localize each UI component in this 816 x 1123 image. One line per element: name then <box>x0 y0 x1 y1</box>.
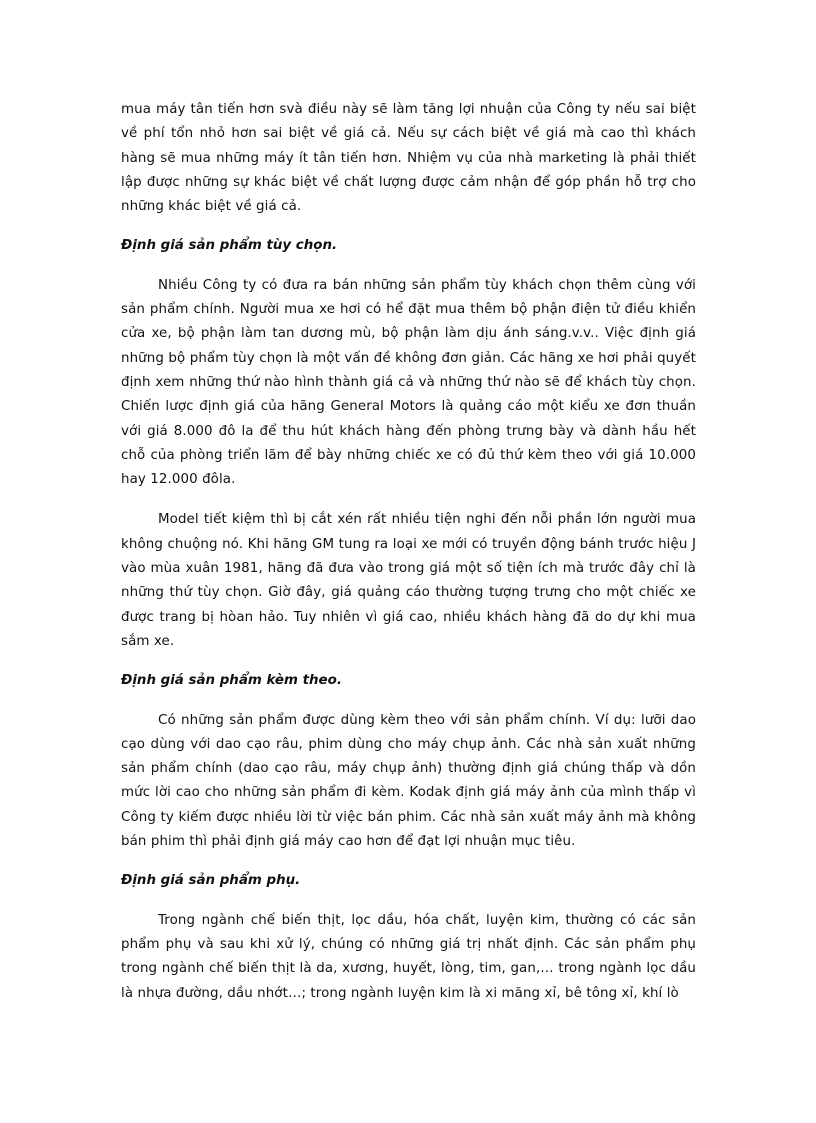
document-body <box>121 98 696 1006</box>
intro-paragraph: mua máy tân tiến hơn svà điều này sẽ làm tăng lợi nhuận của Công ty nếu sai biệt về phí tổn nhỏ hơn sai biệt về giá cả. Nếu sự cách biệt về giá mà cao thì khách hàng sẽ mua những máy ít tân tiến hơn. Nhiệm vụ của nhà marketing là phải thiết lập được những sự khác biệt về chất lượng được cảm nhận để góp phần hỗ trợ cho những khác biệt về giá cả. <box>121 102 696 215</box>
section-heading-optional-product-pricing: Định giá sản phẩm tùy chọn. <box>121 238 338 254</box>
paragraph: Trong ngành chế biến thịt, lọc dầu, hóa chất, luyện kim, thường có các sản phẩm phụ và sau khi xử lý, chúng có những giá trị nhất định. Các sản phẩm phụ trong ngành chế biến thịt là da, xương, huyết, lòng, tim, gan,… trong ngành lọc dầu là nhựa đường, dầu nhớt…; trong ngành luyện kim là xi măng xỉ, bê tông xỉ, khí lò <box>121 912 696 1001</box>
section-heading-by-product-pricing: Định giá sản phẩm phụ. <box>121 873 301 889</box>
paragraph: Model tiết kiệm thì bị cắt xén rất nhiều tiện nghi đến nỗi phần lớn người mua không chuộng nó. Khi hãng GM tung ra loại xe mới có truyền động bánh trước hiệu J vào mùa xuân 1981, hãng đã đưa vào trong giá một số tiện ích mà trước đây chỉ là những thứ tùy chọn. Giờ đây, giá quảng cáo thường tượng trưng cho một chiếc xe được trang bị hòan hảo. Tuy nhiên vì giá cao, nhiều khách hàng đã do dự khi mua sắm xe. <box>121 512 696 649</box>
section-heading-captive-product-pricing: Định giá sản phẩm kèm theo. <box>121 673 342 689</box>
paragraph: Có những sản phẩm được dùng kèm theo với sản phẩm chính. Ví dụ: lưỡi dao cạo dùng với dao cạo râu, phim dùng cho máy chụp ảnh. Các nhà sản xuất những sản phẩm chính (dao cạo râu, máy chụp ảnh) thường định giá chúng thấp và dồn mức lời cao cho những sản phẩm đi kèm. Kodak định giá máy ảnh của mình thấp vì Công ty kiếm được nhiều lời từ việc bán phim. Các nhà sản xuất máy ảnh mà không bán phim thì phải định giá máy cao hơn để đạt lợi nhuận mục tiêu. <box>121 712 696 850</box>
paragraph: Nhiều Công ty có đưa ra bán những sản phẩm tùy khách chọn thêm cùng với sản phẩm chính. Người mua xe hơi có hể đặt mua thêm bộ phận điện tử điều khiển cửa xe, bộ phận làm tan dương mù, bộ phận làm dịu ánh sáng.v.v.. Việc định giá những bộ phẩm tùy chọn là một vấn đề không đơn giản. Các hãng xe hơi phải quyết định xem những thứ nào hình thành giá cả và những thứ nào sẽ để khách tùy chọn. Chiến lược định giá của hãng General Motors là quảng cáo một kiểu xe đơn thuần với giá 8.000 đô la để thu hút khách hàng đến phòng trưng bày và dành hầu hết chỗ của phòng triển lãm để bày những chiếc xe có đủ thứ kèm theo với giá 10.000 hay 12.000 đôla. <box>121 277 696 488</box>
